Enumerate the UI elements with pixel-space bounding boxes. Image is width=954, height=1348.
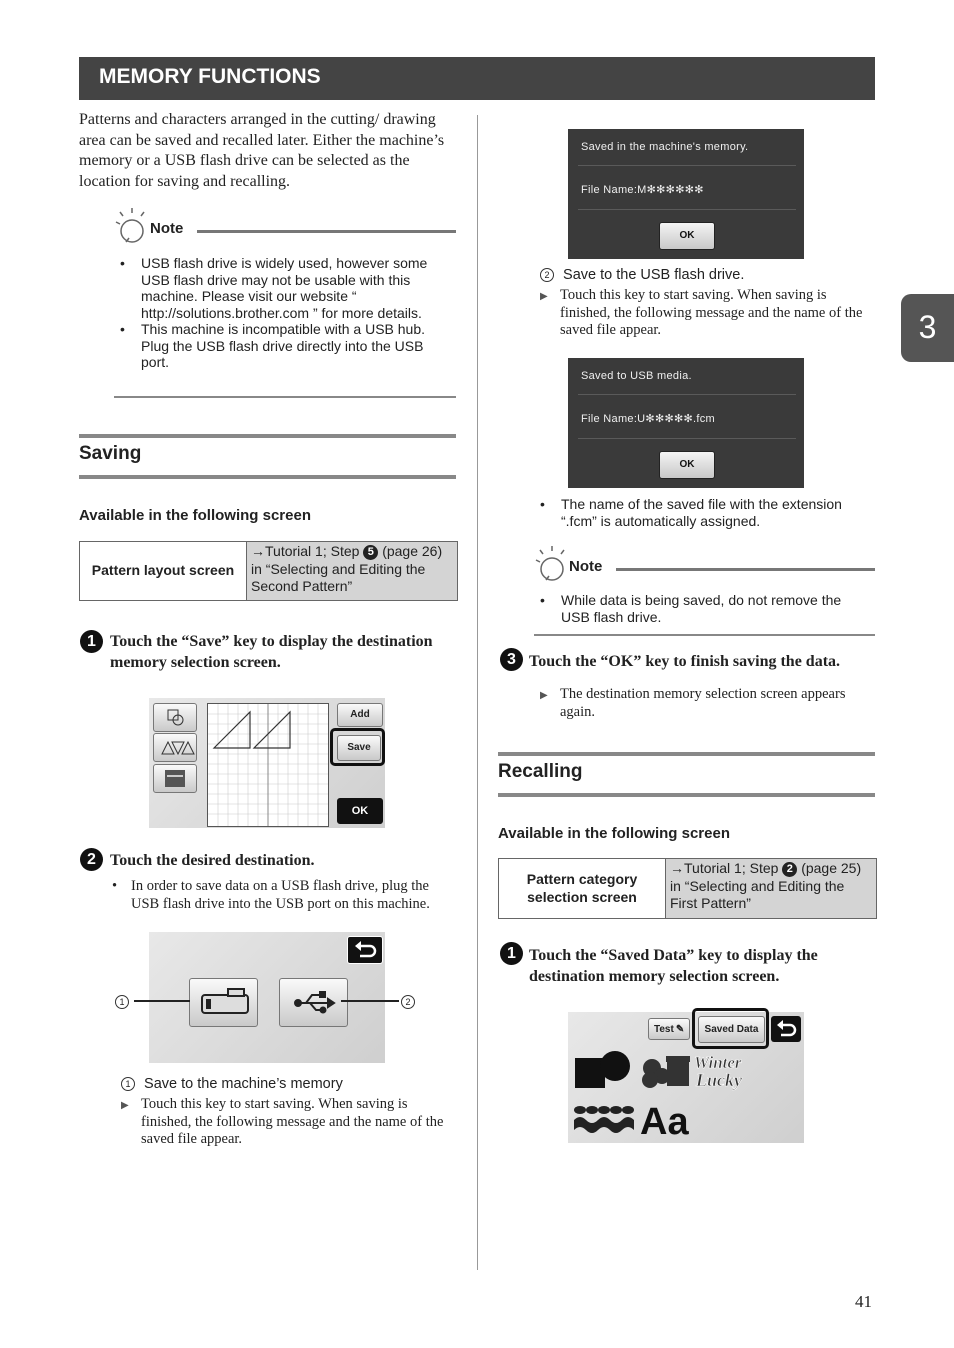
saved-message-dialog <box>568 129 804 259</box>
dialog-message: Saved in the machine's memory. <box>581 141 749 153</box>
callout-line <box>134 1000 190 1002</box>
dialog-ok-button[interactable]: OK <box>659 222 715 250</box>
reference-table <box>79 541 458 601</box>
section-title-saving: Saving <box>79 443 142 464</box>
chapter-tab: 3 <box>901 294 954 362</box>
arrow-right-icon: ▶ <box>540 690 548 701</box>
note-label: Note <box>150 220 184 237</box>
step-instruction: Touch the desired destination. <box>110 852 315 869</box>
step-description: ▶ The destination memory selection screen appears again. <box>540 686 846 720</box>
usb-button[interactable] <box>279 978 348 1027</box>
border-pattern-shape <box>574 1106 634 1133</box>
note-footer-rule <box>534 634 875 636</box>
pattern-layout-screen <box>149 698 385 828</box>
option-title: Save to the machine’s memory <box>144 1076 343 1092</box>
extension-note <box>540 496 870 529</box>
category-thumbnails <box>572 1046 800 1142</box>
step-instruction: Touch the “Save” key to display the destination memory selection screen. <box>110 633 433 671</box>
option-description: ▶ Touch this key to start saving. When saving is finished, the following message and the name of the saved file appear. <box>540 287 863 338</box>
page-title: MEMORY FUNCTIONS <box>99 65 321 88</box>
section-title-recalling: Recalling <box>498 761 583 782</box>
arrow-right-icon: ▶ <box>121 1100 129 1111</box>
ok-button[interactable]: OK <box>337 798 383 824</box>
saved-usb-dialog <box>568 358 804 488</box>
lucky-text: Lucky <box>696 1070 742 1090</box>
step-badge: 2 <box>782 862 797 877</box>
machine-memory-icon <box>190 979 257 1026</box>
pattern-select-button[interactable] <box>153 703 197 732</box>
step-number: 1 <box>500 942 523 965</box>
section-rule-bottom <box>498 793 875 797</box>
table-reference: →Tutorial 1; Step 2 (page 25) in “Selecting and Editing the First Pattern” <box>666 859 876 918</box>
option-description: ▶ Touch this key to start saving. When saving is finished, the following message and the name of the saved file appear. <box>121 1096 444 1147</box>
back-arrow-icon <box>348 937 382 963</box>
callout-number: 1 <box>121 1077 135 1091</box>
dialog-divider <box>578 438 796 439</box>
option-title: Save to the USB flash drive. <box>563 267 745 283</box>
edit-button[interactable] <box>153 733 197 762</box>
callout-number: 2 <box>540 268 554 282</box>
page-number: 41 <box>855 1292 872 1311</box>
note-header-rule <box>197 230 456 233</box>
bullet-icon: • <box>112 878 118 894</box>
available-label: Available in the following screen <box>79 507 311 524</box>
circle-shape <box>600 1051 630 1081</box>
note-icon <box>114 208 148 246</box>
back-arrow-icon <box>771 1016 801 1042</box>
table-reference: →Tutorial 1; Step 5 (page 26) in “Selecting and Editing the Second Pattern” <box>247 542 457 600</box>
dialog-divider <box>578 165 796 166</box>
back-button[interactable] <box>771 1016 801 1042</box>
dialog-divider <box>578 394 796 395</box>
step-number: 1 <box>80 630 103 653</box>
list-item: • The name of the saved file with the extension “.fcm” is automatically assigned. <box>540 496 870 529</box>
saved-data-button[interactable]: Saved Data <box>698 1016 765 1043</box>
winter-text: Winter <box>694 1053 742 1072</box>
callout-line <box>341 1000 399 1002</box>
test-button[interactable]: Test ✎ <box>648 1018 690 1040</box>
list-item: • While data is being saved, do not remove the USB flash drive. <box>540 592 870 625</box>
dialog-filename: File Name:M✻✻✻✻✻✻ <box>581 184 704 196</box>
intro-paragraph: Patterns and characters arranged in the cutting/ drawing area can be saved and recalled later. Either the machine’s memory or a USB flash drive can be selected as the location for saving and recalling. <box>79 111 445 190</box>
option-item <box>121 1076 461 1094</box>
step-number: 2 <box>80 848 103 871</box>
step-note: • In order to save data on a USB flash drive, plug the USB flash drive into the USB port on this machine. <box>112 878 430 912</box>
note-footer-rule <box>114 396 456 398</box>
note-list <box>540 592 870 625</box>
pattern-select-icon <box>154 704 196 731</box>
machine-memory-button[interactable] <box>189 978 258 1027</box>
section-rule-bottom <box>79 475 456 479</box>
aa-text: Aa <box>640 1101 689 1142</box>
reference-table <box>498 858 877 919</box>
step-instruction: Touch the “Saved Data” key to display the destination memory selection screen. <box>529 947 818 985</box>
list-item: • USB flash drive is widely used, however some USB flash drive may not be usable with this machine. Please visit our website “ http://solutions.brother.com ” for more details. <box>120 255 450 321</box>
note-icon <box>534 546 568 584</box>
dialog-ok-button[interactable]: OK <box>659 451 715 479</box>
step-instruction: Touch the “OK” key to finish saving the data. <box>529 653 841 670</box>
callout-marker: 2 <box>401 993 415 1011</box>
section-rule-top <box>79 434 456 438</box>
dialog-filename: File Name:U✻✻✻✻✻.fcm <box>581 413 715 425</box>
section-rule-top <box>498 752 875 756</box>
dialog-message: Saved to USB media. <box>581 370 692 382</box>
note-list <box>120 255 450 371</box>
list-item: • This machine is incompatible with a USB hub. Plug the USB flash drive directly into the USB port. <box>120 321 450 371</box>
dialog-divider <box>578 209 796 210</box>
note-header-rule <box>616 568 875 571</box>
step-badge: 5 <box>363 545 378 560</box>
flower-gift-shape <box>642 1056 690 1088</box>
usb-icon <box>280 979 347 1026</box>
back-button[interactable] <box>347 936 383 964</box>
destination-screen <box>149 932 385 1063</box>
cutting-area <box>207 703 329 827</box>
save-button[interactable]: Save <box>337 735 381 761</box>
table-label: Pattern category selection screen <box>499 859 666 918</box>
option-item <box>540 267 870 285</box>
machine-button[interactable] <box>153 764 197 793</box>
machine-icon <box>154 765 196 792</box>
pen-icon: ✎ <box>675 1024 685 1035</box>
step-number: 3 <box>500 648 523 671</box>
available-label: Available in the following screen <box>498 825 730 842</box>
arrow-right-icon: ▶ <box>540 291 548 302</box>
callout-marker: 1 <box>115 993 129 1011</box>
triangles-icon <box>154 734 196 761</box>
add-button[interactable]: Add <box>337 703 383 727</box>
column-divider <box>477 115 478 1270</box>
table-label: Pattern layout screen <box>80 542 247 600</box>
cutting-grid <box>208 704 328 826</box>
category-screen <box>568 1012 804 1143</box>
note-label: Note <box>569 558 603 575</box>
